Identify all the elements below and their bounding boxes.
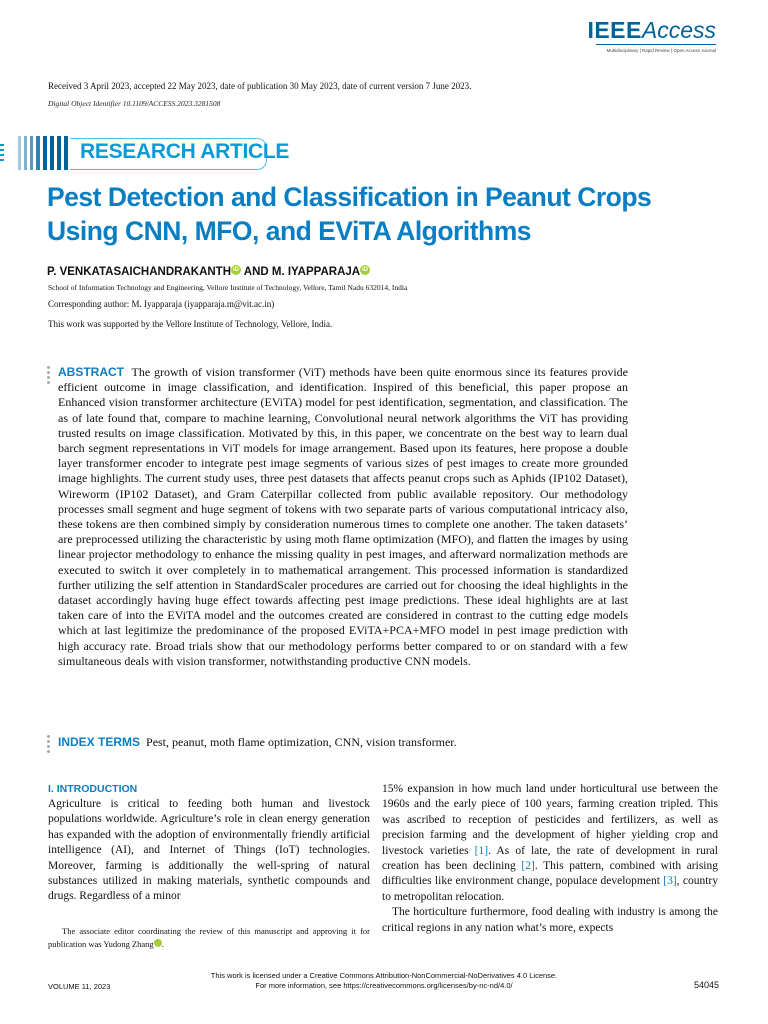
intro-column-1: Agriculture is critical to feeding both human and livestock populations worldwide. Agriculture’s role in clean energy generation has expanded with the adoption of environmentally friendly artificial intelligence (AI), and Internet of Things (IoT) technologies. Moreover, farming is additionally the well-spring of natural substances utilized in making materials, synthetic compounds and drugs. Regardless of a minor [48, 798, 370, 903]
intro-column-2 [382, 782, 718, 936]
abstract-text: The growth of vision transformer (ViT) methods have been quite enormous since its features provide efficient outcome in image classification, and identification. Inspired of this beneficial, this paper propose an Enhanced vision transformer architecture (EViTA) model for pest identification, segmentation, and classification. The as of late found that, compare to machine learning, Convolutional neural network algorithms the ViT has providing trusted results on image classification. Motivated by this, in this paper, we concentrate on the best way to learn dual barch segment representations in ViT models for image arrangement. Based upon its features, here propose a double layer transformer encoder to integrate pest image segments of various sizes of pest images to create more grounded image highlights. The current study uses, three pest datasets that affects peanut crops such as Aphids (IP102 Dataset), Wireworm (IP102 Dataset), and Gram Caterpillar collected from public available repository. Our methodology processes small segment and huge segment of tokens with two separate parts of various computational intricacy also, these tokens are then combined simply by consideration numerous times to complete one another. The taken datasets’ are preprocessed utilizing the characteristic by using moth flame optimization (MFO), and flatten the images by using linear projector methodology to enhance the missing quality in pest images, and afterward normalization methods are executed to switch it over completely in to mathematical arrangement. This processed information is standardized further utilizing the self attention in StandardScaler procedures are carried out for choosing the ideal highlights in the dataset accordingly having huge effect towards affecting pest image predictions. These ideal highlights are at last taken care of into the EViTA model and the outcomes created are considered in contrast to the cutting edge models which at last legitimize the predominance of the proposed EViTA+PCA+MFO model in pest image prediction with high accuracy rate. Broad trials show that our methodology performs better compared to or on standard with a few simultaneous deals with vision transformer, notwithstanding productive CNN models. [58, 365, 628, 668]
index-terms-text: Pest, peanut, moth flame optimization, CNN, vision transformer. [146, 735, 457, 749]
banner-stripes [0, 136, 70, 170]
index-terms-heading: INDEX TERMS [58, 735, 141, 749]
research-article-banner [0, 136, 290, 170]
license-line-1: This work is licensed under a Creative Commons Attribution-NonCommercial-NoDerivatives 4.0 License. [210, 971, 558, 980]
logo-rule [596, 44, 716, 45]
logo-tagline: Multidisciplinary | Rapid Review | Open Access Journal [606, 48, 716, 53]
index-terms [58, 735, 628, 750]
intro-paragraph: The horticulture furthermore, food dealing with industry is among the critical regions in any nation what’s more, expects [382, 906, 718, 934]
article-title [47, 180, 727, 248]
abstract [58, 365, 628, 669]
logo-italic-text: Access [641, 17, 716, 43]
abstract-heading: ABSTRACT [58, 365, 124, 379]
logo-bold-text: IEEE [587, 17, 642, 43]
corresponding-author: Corresponding author: M. Iyapparaja (iyapparaja.m@vit.ac.in) [48, 299, 275, 309]
abstract-dots-icon [47, 366, 51, 386]
title-line-1: Pest Detection and Classification in Peanut Crops [47, 182, 652, 212]
author-list [47, 265, 370, 278]
license-line-2[interactable]: For more information, see https://creativecommons.org/licenses/by-nc-nd/4.0/ [255, 981, 513, 990]
affiliation: School of Information Technology and Engineering, Vellore Institute of Technology, Vellore, Tamil Nadu 632014, India [48, 283, 408, 292]
footnote-text: The associate editor coordinating the review of this manuscript and approving it for publication was Yudong Zhang [48, 926, 370, 949]
volume-label: VOLUME 11, 2023 [48, 982, 111, 991]
title-line-2: Using CNN, MFO, and EViTA Algorithms [47, 216, 532, 246]
author-2: AND M. IYAPPARAJA [241, 266, 361, 278]
page-number: 54045 [693, 980, 719, 990]
funding-statement: This work was supported by the Vellore Institute of Technology, Vellore, India. [48, 319, 333, 329]
orcid-icon[interactable]: iD [154, 939, 162, 947]
citation-link[interactable]: [1] [474, 844, 489, 857]
citation-link[interactable]: [2] [521, 860, 535, 873]
ieee-access-logo [587, 18, 716, 53]
intro-paragraph: 15% expansion in how much land under horticultural use between the 1960s and the early piece of 100 years, farming creation tripled. This was ascribed to reception of pesticides and fertilizers, as well as precision farming and the development of higher yielding crop and livestock varieties [1]. As of late, the rate of development in rural creation has been declining [2]. This pattern, combined with arising difficulties like environment change, populace development [3], country to metropolitan relocation. [382, 783, 718, 903]
citation-link[interactable]: [3] [663, 875, 677, 888]
doi-line[interactable]: Digital Object Identifier 10.1109/ACCESS.2023.3281508 [48, 99, 221, 108]
section-heading-introduction: I. INTRODUCTION [48, 783, 138, 795]
license-notice [0, 971, 768, 991]
index-terms-dots-icon [47, 735, 51, 755]
banner-label: RESEARCH ARTICLE [80, 140, 290, 163]
orcid-icon[interactable]: iD [362, 267, 369, 273]
received-dates: Received 3 April 2023, accepted 22 May 2023, date of publication 30 May 2023, date of current version 7 June 2023. [48, 81, 472, 91]
footnote: The associate editor coordinating the review of this manuscript and approving it for publication was Yudong Zhang iD. [48, 926, 370, 949]
orcid-icon[interactable]: iD [233, 267, 240, 273]
author-1: P. VENKATASAICHANDRAKANTH [47, 266, 232, 278]
